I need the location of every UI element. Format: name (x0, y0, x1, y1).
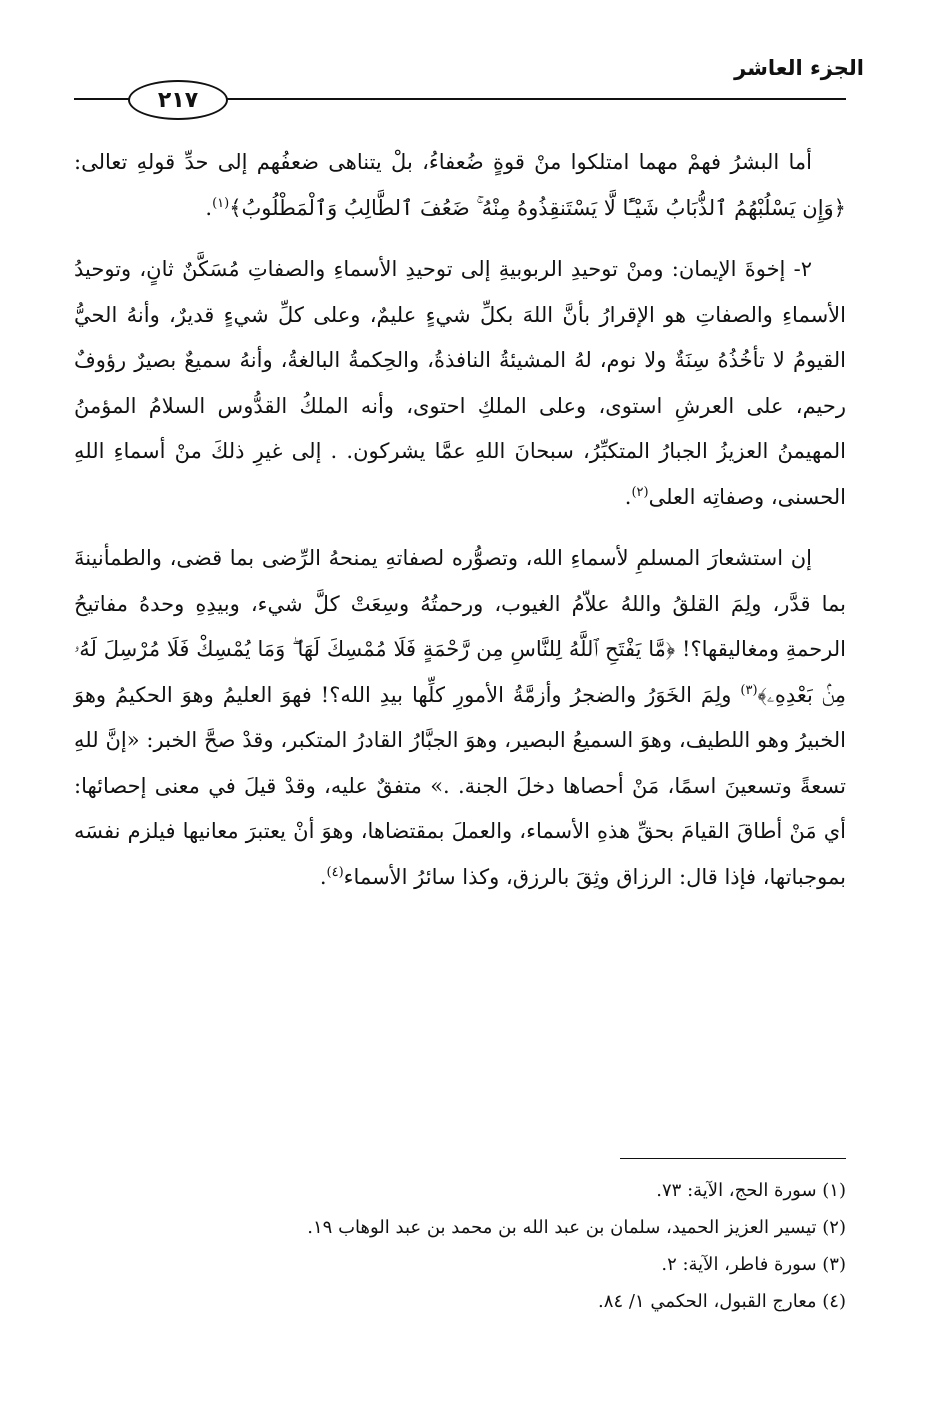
paragraph-1-end: . (205, 195, 213, 220)
paragraph-1-text: أما البشرُ فهمْ مهما امتلكوا منْ قوةٍ ضُعفاءُ، بلْ يتناهى ضعفُهم إلى حدِّ قولهِ تعالى: (74, 150, 812, 174)
footnote-rule (620, 1158, 846, 1159)
paragraph-2-end: . (624, 484, 632, 509)
footnote-2: (٢) تيسير العزيز الحميد، سلمان بن عبد الله بن محمد بن عبد الوهاب ١٩. (307, 1217, 846, 1238)
paragraph-3-text-2: ولِمَ الخَوَرُ والضجرُ وأزمَّةُ الأمورِ كلِّها بيدِ الله؟! فهوَ العليمُ وهوَ الحكيمُ وهوَ الخبيرُ وهو اللطيف، وهوَ السميعُ البصير، وهوَ الجبَّارُ القادرُ المتكبر، وقدْ صحَّ الخبر: «إنَّ للهِ تسعةً وتسعينَ اسمًا، مَنْ أحصاها دخلَ الجنة. .» متفقٌ عليه، وقدْ قيلَ في معنى إحصائها: أي مَنْ أطاقَ القيامَ بحقِّ هذهِ الأسماء، والعملَ بمقتضاها، وهوَ أنْ يعتبرَ معانيها فيلزم نفسَه بموجباتها، فإذا قال: الرزاق وثِقَ بالرزق، وكذا سائرُ الأسماء (74, 682, 846, 889)
footnote-ref-3: (٣) (740, 682, 758, 698)
footnote-3: (٣) سورة فاطر، الآية: ٢. (661, 1254, 846, 1275)
footnote-ref-1: (١) (212, 195, 230, 211)
page-number-badge: ٢١٧ (128, 80, 228, 120)
paragraph-3 (74, 536, 846, 900)
footnote-4: (٤) معارج القبول، الحكمي ١/ ٨٤. (598, 1291, 846, 1312)
paragraph-1 (74, 140, 846, 231)
footnote-ref-4: (٤) (326, 864, 344, 880)
paragraph-2-text: ٢- إخوةَ الإيمان: ومنْ توحيدِ الربوبيةِ إلى توحيدِ الأسماءِ والصفاتِ مُسَكَّنٌ ثانٍ، وتوحيدُ الأسماءِ والصفاتِ هو الإقرارُ بأنَّ اللهَ بكلِّ شيءٍ عليمٌ، وعلى كلِّ شيءٍ قديرٌ، وأنهُ الحيُّ القيومُ لا تأخُذُهُ سِنَةٌ ولا نوم، لهُ المشيئةُ النافذةُ، والحِكمةُ البالغةُ، وأنهُ سميعٌ بصيرٌ رؤوفٌ رحيم، على العرشِ استوى، وعلى الملكِ احتوى، وأنه الملكُ القدُّوس السلامُ المؤمنُ المهيمنُ العزيزُ الجبارُ المتكبِّرُ، سبحانَ اللهِ عمَّا يشركون. . إلى غيرِ ذلكَ منْ أسماءِ اللهِ الحسنى، وصفاتِه العلى (74, 257, 846, 509)
running-head: الجزء العاشر (734, 56, 864, 80)
paragraph-3-end: . (319, 864, 327, 889)
main-text (74, 140, 846, 916)
quran-verse-2: ﴿مَّا يَفْتَحِ ٱللَّهُ لِلنَّاسِ مِن رَّحْمَةٍ فَلَا مُمْسِكَ لَهَا ۖ وَمَا يُمْسِكْ فَلَا مُرْسِلَ لَهُۥ مِنۢ بَعْدِهِۦ﴾ (74, 637, 846, 707)
footnotes (146, 1172, 846, 1320)
quran-verse-1: ﴿وَإِن يَسْلُبْهُمُ ٱلذُّبَابُ شَيْـًٔا لَّا يَسْتَنقِذُوهُ مِنْهُ ۚ ضَعُفَ ٱلطَّالِبُ وَٱلْمَطْلُوبُ﴾ (229, 195, 846, 220)
footnote-1: (١) سورة الحج، الآية: ٧٣. (656, 1180, 846, 1201)
paragraph-2 (74, 247, 846, 520)
paragraph-3-text: إن استشعارَ المسلمِ لأسماءِ الله، وتصوُّره لصفاتهِ يمنحهُ الرِّضى بما قضى، والطمأنينةَ بما قدَّر، ولِمَ القلقُ واللهُ علاّمُ الغيوب، ورحمتُهُ وسِعَتْ كلَّ شيء، وبيدِهِ وحدهُ مفاتيحُ الرحمةِ ومغاليقها؟! (74, 546, 846, 661)
footnote-ref-2: (٢) (631, 484, 649, 500)
